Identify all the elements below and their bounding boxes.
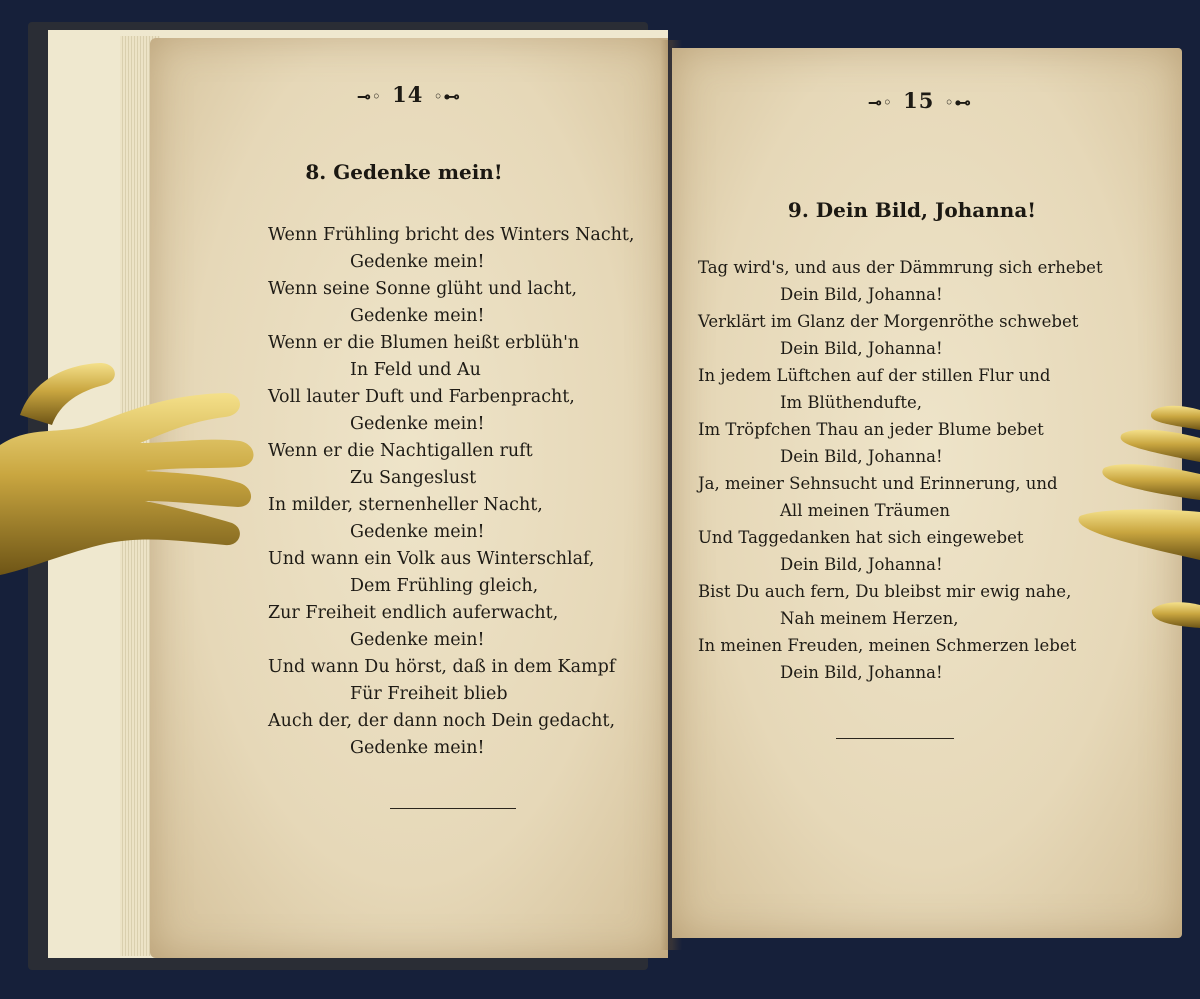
- brass-hand-left: [0, 355, 260, 585]
- poem-right-line: Im Tröpfchen Thau an jeder Blume bebet: [698, 420, 1044, 439]
- page-number-right: [658, 88, 1182, 113]
- poem-right-line: Verklärt im Glanz der Morgenröthe schwebet: [698, 312, 1079, 331]
- poem-left-line: Gedenke mein!: [350, 252, 485, 272]
- ornament-right-icon: ◦⊷: [433, 87, 461, 106]
- brass-hand-right: [1070, 400, 1200, 660]
- poem-right-line: In meinen Freuden, meinen Schmerzen lebet: [698, 636, 1077, 655]
- poem-left-line: Dem Frühling gleich,: [350, 576, 539, 596]
- poem-left-line: Und wann Du hörst, daß in dem Kampf: [268, 657, 616, 677]
- poem-right-line: Dein Bild, Johanna!: [780, 339, 943, 358]
- poem-left-line: Gedenke mein!: [350, 630, 485, 650]
- poem-right: [698, 254, 1103, 686]
- poem-left-line: Gedenke mein!: [350, 414, 485, 434]
- page-number-text: 15: [903, 88, 935, 113]
- poem-left-line: Gedenke mein!: [350, 522, 485, 542]
- poem-left-line: Zur Freiheit endlich auferwacht,: [268, 603, 559, 623]
- poem-title-left: 8. Gedenke mein!: [305, 160, 503, 184]
- poem-right-line: Nah meinem Herzen,: [780, 609, 959, 628]
- poem-right-line: Ja, meiner Sehnsucht und Erinnerung, und: [698, 474, 1058, 493]
- ornament-left-icon: ⊸◦: [868, 93, 894, 112]
- poem-left-line: Wenn er die Nachtigallen ruft: [268, 441, 533, 461]
- poem-right-line: Dein Bild, Johanna!: [780, 555, 943, 574]
- poem-right-line: Im Blüthendufte,: [780, 393, 923, 412]
- poem-left-line: Gedenke mein!: [350, 306, 485, 326]
- poem-left-line: Wenn Frühling bricht des Winters Nacht,: [268, 225, 635, 245]
- poem-left-line: In Feld und Au: [350, 360, 481, 380]
- poem-right-line: Tag wird's, und aus der Dämmrung sich erhebet: [698, 258, 1103, 277]
- poem-right-line: All meinen Träumen: [780, 501, 951, 520]
- poem-left-line: Für Freiheit blieb: [350, 684, 508, 704]
- poem-right-line: In jedem Lüftchen auf der stillen Flur und: [698, 366, 1051, 385]
- poem-left-line: Auch der, der dann noch Dein gedacht,: [268, 711, 616, 731]
- poem-left-line: Voll lauter Duft und Farbenpracht,: [268, 387, 575, 407]
- poem-right-line: Dein Bild, Johanna!: [780, 663, 943, 682]
- end-rule-left: [390, 808, 516, 809]
- ornament-right-icon: ◦⊷: [944, 93, 972, 112]
- end-rule-right: [836, 738, 954, 739]
- page-number-left: [150, 82, 668, 107]
- poem-left-line: Zu Sangeslust: [350, 468, 477, 488]
- ornament-left-icon: ⊸◦: [357, 87, 383, 106]
- poem-left-line: Wenn seine Sonne glüht und lacht,: [268, 279, 578, 299]
- poem-right-line: Dein Bild, Johanna!: [780, 447, 943, 466]
- poem-left-line: Gedenke mein!: [350, 738, 485, 758]
- poem-left: [268, 222, 635, 762]
- poem-left-line: Und wann ein Volk aus Winterschlaf,: [268, 549, 595, 569]
- poem-left-line: In milder, sternenheller Nacht,: [268, 495, 543, 515]
- poem-left-line: Wenn er die Blumen heißt erblüh'n: [268, 333, 580, 353]
- poem-title-right: 9. Dein Bild, Johanna!: [787, 198, 1037, 222]
- poem-right-line: Bist Du auch fern, Du bleibst mir ewig nahe,: [698, 582, 1072, 601]
- page-number-text: 14: [392, 82, 424, 107]
- poem-right-line: Dein Bild, Johanna!: [780, 285, 943, 304]
- poem-right-line: Und Taggedanken hat sich eingewebet: [698, 528, 1024, 547]
